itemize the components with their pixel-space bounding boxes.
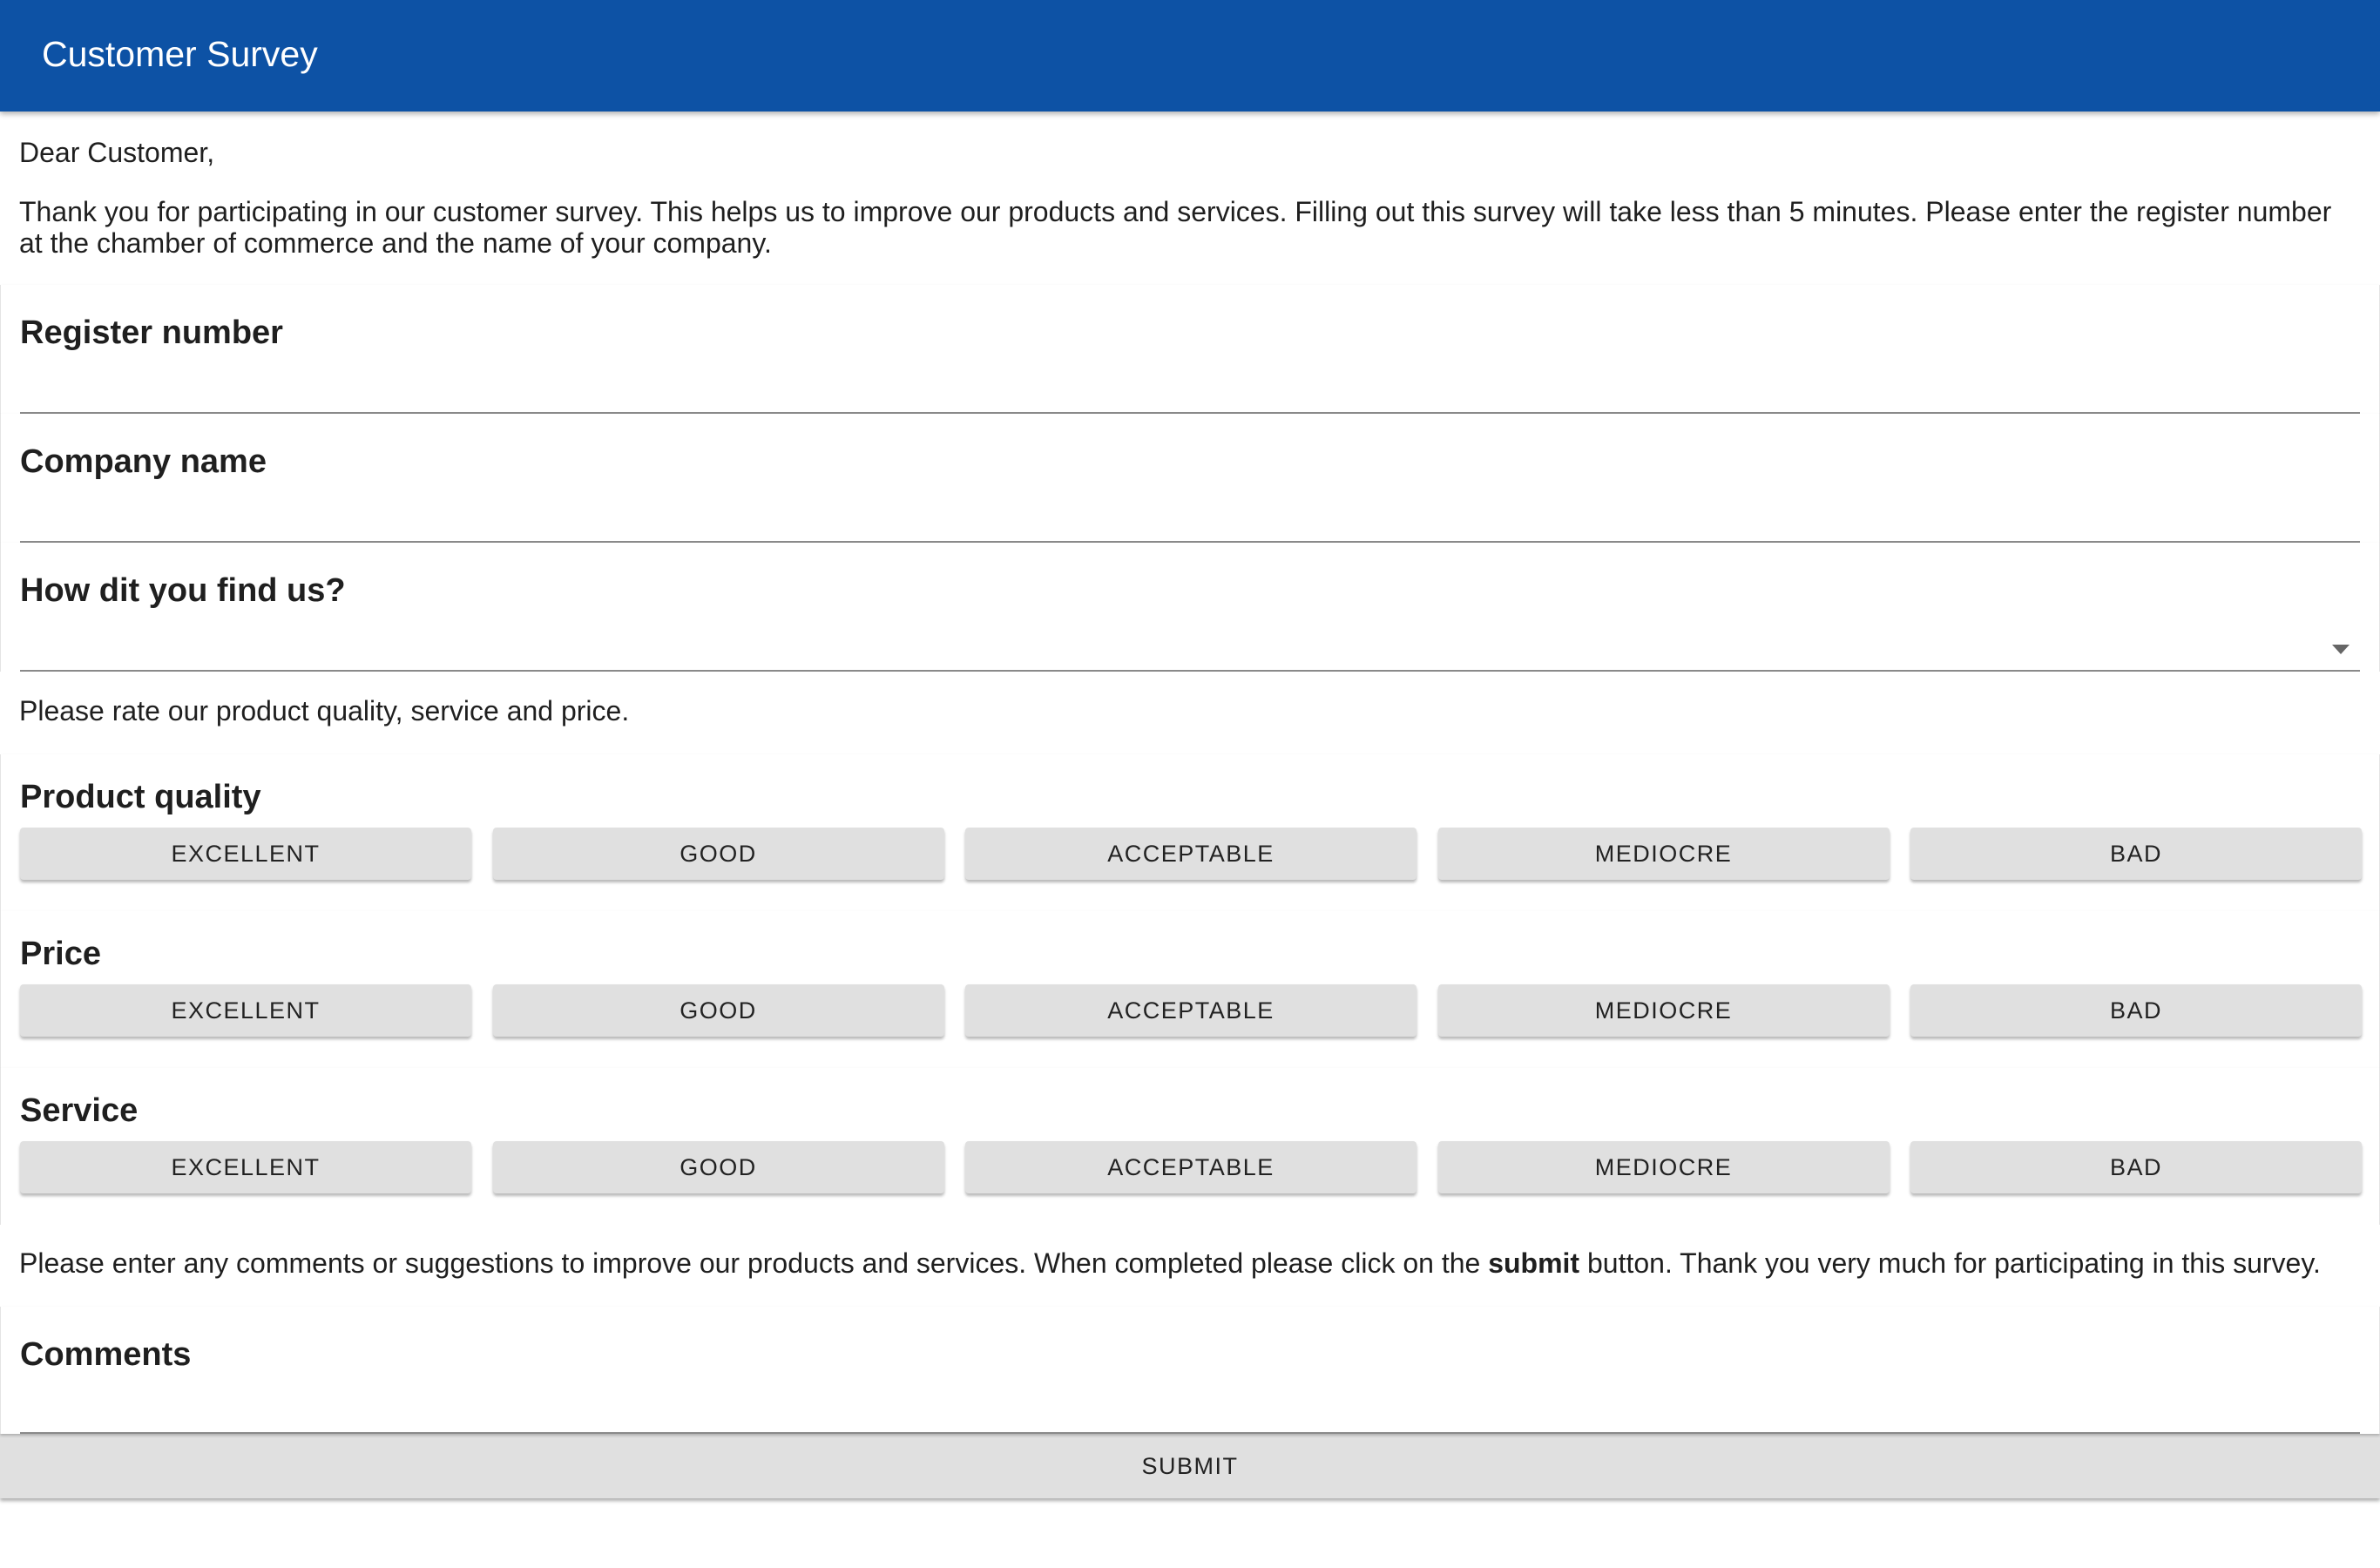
comments-intro-after: button. Thank you very much for participating in this survey. [1579, 1247, 2321, 1279]
company-name-field [0, 414, 2380, 543]
service-rating [0, 1068, 2380, 1225]
price-label: Price [20, 936, 101, 972]
service-acceptable-button[interactable]: ACCEPTABLE [965, 1141, 1417, 1193]
product-quality-excellent-button[interactable]: EXCELLENT [20, 828, 471, 880]
product-quality-good-button[interactable]: GOOD [493, 828, 944, 880]
intro-greeting: Dear Customer, [19, 137, 215, 168]
product-quality-rating [0, 754, 2380, 911]
product-quality-mediocre-button[interactable]: MEDIOCRE [1438, 828, 1890, 880]
service-bad-button[interactable]: BAD [1910, 1141, 2362, 1193]
register-number-field [0, 285, 2380, 414]
service-label: Service [20, 1092, 139, 1129]
rating-intro-card [0, 672, 2380, 754]
price-good-button[interactable]: GOOD [493, 984, 944, 1037]
comments-field [0, 1307, 2380, 1434]
comments-intro-before: Please enter any comments or suggestions to improve our products and services. When completed please click on the [19, 1247, 1489, 1279]
comments-intro-text [19, 1247, 2361, 1279]
app-title: Customer Survey [42, 34, 318, 74]
service-options [20, 1141, 2362, 1193]
comments-label: Comments [20, 1336, 192, 1373]
register-number-label: Register number [20, 314, 283, 351]
rating-intro-text: Please rate our product quality, service and price. [19, 695, 630, 727]
service-mediocre-button[interactable]: MEDIOCRE [1438, 1141, 1890, 1193]
product-quality-options [20, 828, 2362, 880]
service-excellent-button[interactable]: EXCELLENT [20, 1141, 471, 1193]
comments-input[interactable] [20, 1380, 2360, 1434]
find-us-select[interactable] [20, 618, 2360, 672]
intro-card [0, 112, 2380, 285]
find-us-label: How dit you find us? [20, 572, 346, 609]
submit-button[interactable]: SUBMIT [0, 1434, 2380, 1498]
comments-intro-card [0, 1225, 2380, 1307]
app-bar [0, 0, 2380, 112]
price-options [20, 984, 2362, 1037]
product-quality-label: Product quality [20, 779, 261, 815]
service-good-button[interactable]: GOOD [493, 1141, 944, 1193]
price-bad-button[interactable]: BAD [1910, 984, 2362, 1037]
register-number-input[interactable] [20, 360, 2360, 414]
intro-text: Thank you for participating in our customer survey. This helps us to improve our products and services. Filling out this survey will take less than 5 minutes. Please enter the register number at the chamber of commerce and the name of your company. [19, 196, 2332, 259]
find-us-field [0, 543, 2380, 672]
company-name-label: Company name [20, 443, 267, 480]
price-mediocre-button[interactable]: MEDIOCRE [1438, 984, 1890, 1037]
comments-intro-bold: submit [1488, 1247, 1580, 1279]
chevron-down-icon[interactable] [2332, 645, 2350, 654]
price-rating [0, 911, 2380, 1068]
product-quality-acceptable-button[interactable]: ACCEPTABLE [965, 828, 1417, 880]
company-name-input[interactable] [20, 489, 2360, 543]
survey-form [0, 112, 2380, 1498]
product-quality-bad-button[interactable]: BAD [1910, 828, 2362, 880]
price-excellent-button[interactable]: EXCELLENT [20, 984, 471, 1037]
price-acceptable-button[interactable]: ACCEPTABLE [965, 984, 1417, 1037]
